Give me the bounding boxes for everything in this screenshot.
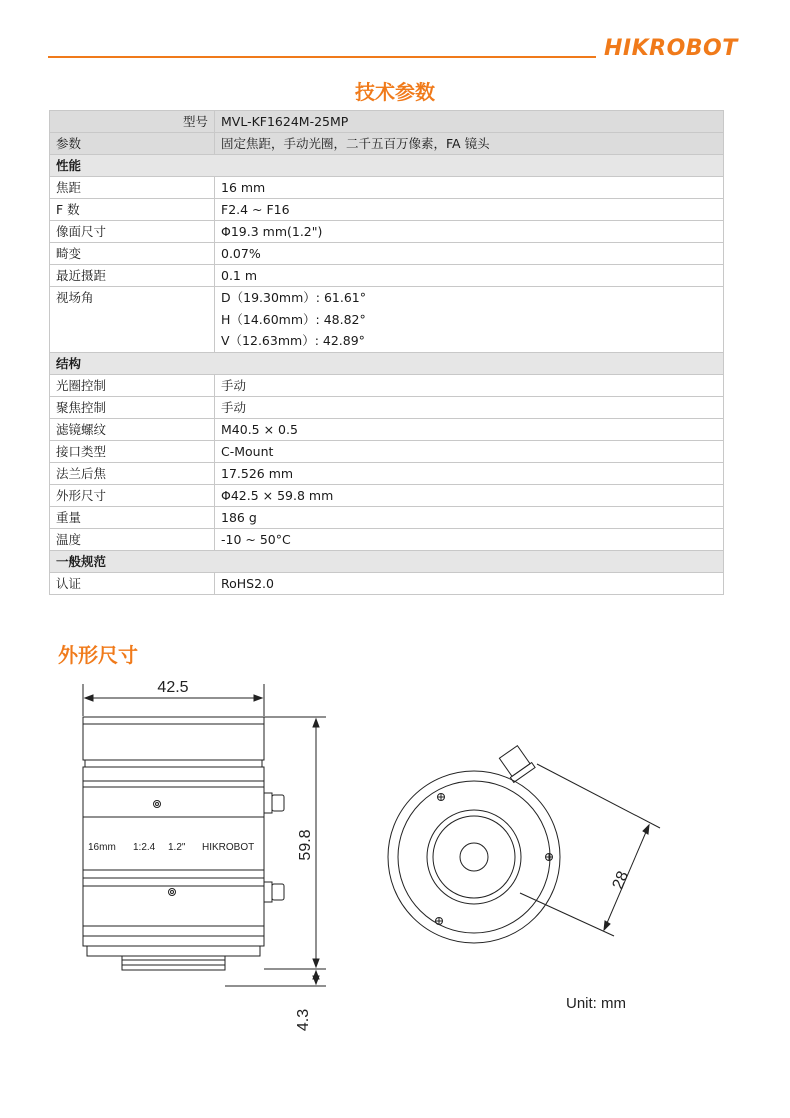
lens-side-view <box>83 684 326 986</box>
spec-key: 外形尺寸 <box>50 484 215 506</box>
width-dimension-label: 42.5 <box>157 679 189 696</box>
spec-key: 焦距 <box>50 177 215 199</box>
lens-format-text: 1.2" <box>168 842 186 853</box>
spec-value <box>215 287 724 353</box>
spec-key: 最近摄距 <box>50 265 215 287</box>
spec-value: 0.07% <box>215 243 724 265</box>
dimensions-title: 外形尺寸 <box>58 643 138 667</box>
description: 固定焦距，手动光圈，二千五百万像素，FA 镜头 <box>215 133 724 155</box>
spec-row <box>50 484 724 506</box>
spec-value: F2.4 ~ F16 <box>215 199 724 221</box>
model-row <box>50 111 724 133</box>
unit-label: Unit: mm <box>566 995 626 1012</box>
spec-row <box>50 177 724 199</box>
spec-row <box>50 440 724 462</box>
spec-row <box>50 221 724 243</box>
lens-brand-text: HIKROBOT <box>202 842 255 853</box>
spec-value: Φ42.5 × 59.8 mm <box>215 484 724 506</box>
lens-focal-text: 16mm <box>88 842 116 853</box>
height-dimension-label: 59.8 <box>297 829 314 861</box>
spec-value-line: H（14.60mm）: 48.82° <box>221 311 366 327</box>
spec-row <box>50 265 724 287</box>
brand-logo: HIKROBOT <box>604 36 738 61</box>
lens-aperture-text: 1:2.4 <box>133 842 156 853</box>
spec-value: 17.526 mm <box>215 462 724 484</box>
spec-row <box>50 462 724 484</box>
spec-row <box>50 287 724 353</box>
model-label: 型号 <box>50 111 215 133</box>
side-dimension-label: 28 <box>609 868 633 892</box>
spec-value: 手动 <box>215 396 724 418</box>
spec-key: 滤镜螺纹 <box>50 418 215 440</box>
spec-value: 手动 <box>215 374 724 396</box>
header-divider <box>48 56 596 58</box>
spec-row <box>50 418 724 440</box>
spec-value: 186 g <box>215 506 724 528</box>
dimension-drawing <box>0 660 790 1050</box>
spec-key: F 数 <box>50 199 215 221</box>
spec-key: 像面尺寸 <box>50 221 215 243</box>
spec-key: 光圈控制 <box>50 374 215 396</box>
spec-value: C-Mount <box>215 440 724 462</box>
spec-table <box>49 110 724 595</box>
param-row <box>50 133 724 155</box>
group-header <box>50 155 724 177</box>
spec-key: 重量 <box>50 506 215 528</box>
spec-value: -10 ~ 50°C <box>215 528 724 550</box>
spec-key: 聚焦控制 <box>50 396 215 418</box>
spec-row <box>50 243 724 265</box>
spec-key: 畸变 <box>50 243 215 265</box>
spec-row <box>50 374 724 396</box>
spec-value: M40.5 × 0.5 <box>215 418 724 440</box>
spec-value: 0.1 m <box>215 265 724 287</box>
mount-dimension-label: 4.3 <box>295 1008 312 1032</box>
spec-row <box>50 528 724 550</box>
spec-value-line: D（19.30mm）: 61.61° <box>221 290 366 305</box>
spec-title: 技术参数 <box>355 80 435 104</box>
spec-row <box>50 396 724 418</box>
group-title: 一般规范 <box>50 550 724 572</box>
spec-value: 16 mm <box>215 177 724 199</box>
spec-key: 法兰后焦 <box>50 462 215 484</box>
spec-key: 温度 <box>50 528 215 550</box>
spec-row <box>50 199 724 221</box>
spec-key: 接口类型 <box>50 440 215 462</box>
group-header <box>50 352 724 374</box>
param-label: 参数 <box>50 133 215 155</box>
spec-key: 认证 <box>50 572 215 594</box>
group-title: 结构 <box>50 352 724 374</box>
lens-front-view <box>388 745 660 943</box>
model-value: MVL-KF1624M-25MP <box>215 111 724 133</box>
group-title: 性能 <box>50 155 724 177</box>
spec-key: 视场角 <box>50 287 215 353</box>
spec-value: RoHS2.0 <box>215 572 724 594</box>
group-header <box>50 550 724 572</box>
spec-value-line: V（12.63mm）: 42.89° <box>221 333 365 348</box>
spec-value: Φ19.3 mm(1.2") <box>215 221 724 243</box>
spec-row <box>50 506 724 528</box>
spec-row <box>50 572 724 594</box>
